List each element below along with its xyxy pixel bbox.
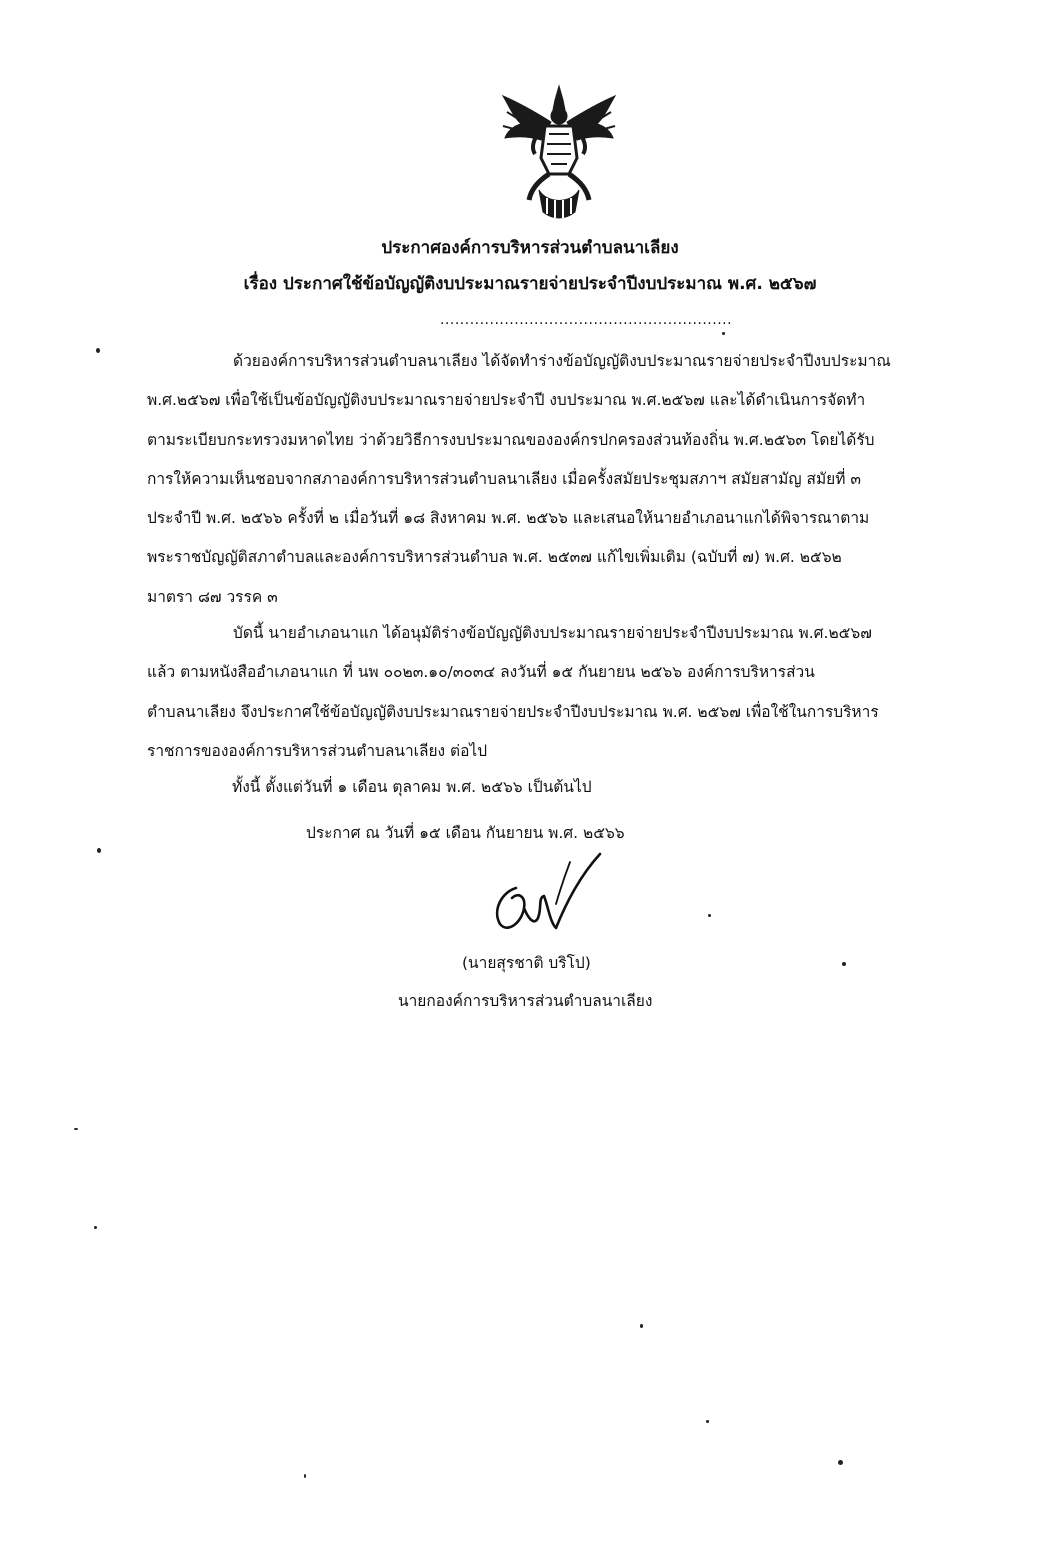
effective-date: ทั้งนี้ ตั้งแต่วันที่ ๑ เดือน ตุลาคม พ.ศ. ๒๕๖๖ เป็นต้นไป [232, 778, 592, 796]
paragraph-line: ตามระเบียบกระทรวงมหาดไทย ว่าด้วยวิธีการงบประมาณขององค์กรปกครองส่วนท้องถิ่น พ.ศ.๒๕๖๓ โดยได้รับ [147, 430, 875, 449]
announcement-title: ประกาศองค์การบริหารส่วนตำบลนาเลียง [381, 238, 679, 258]
paragraph-line: ด้วยองค์การบริหารส่วนตำบลนาเลียง ได้จัดทำร่างข้อบัญญัติงบประมาณรายจ่ายประจำปีงบประมาณ [233, 352, 891, 370]
paragraph-1 [147, 342, 965, 617]
handwritten-signature-icon [478, 848, 618, 938]
paragraph-line: การให้ความเห็นชอบจากสภาองค์การบริหารส่วนตำบลนาเลียง เมื่อครั้งสมัยประชุมสภาฯ สมัยสามัญ สมัยที่ ๓ [147, 469, 861, 488]
scan-speck [97, 848, 101, 853]
garuda-emblem-icon [495, 82, 623, 222]
announcement-subject: เรื่อง ประกาศใช้ข้อบัญญัติงบประมาณรายจ่ายประจำปีงบประมาณ พ.ศ. ๒๕๖๗ [243, 274, 817, 294]
scan-speck [842, 962, 846, 966]
paragraph-line: ประจำปี พ.ศ. ๒๕๖๖ ครั้งที่ ๒ เมื่อวันที่ ๑๘ สิงหาคม พ.ศ. ๒๕๖๖ และเสนอให้นายอำเภอนาแกได้พิจารณาตาม [147, 509, 870, 528]
scan-speck [96, 348, 100, 353]
paragraph-line: พ.ศ.๒๕๖๗ เพื่อใช้เป็นข้อบัญญัติงบประมาณรายจ่ายประจำปี งบประมาณ พ.ศ.๒๕๖๗ และได้ดำเนินการจัดทำ [147, 391, 866, 410]
scan-speck [94, 1226, 97, 1229]
paragraph-line: แล้ว ตามหนังสืออำเภอนาแก ที่ นพ ๐๐๒๓.๑๐/๓๐๓๔ ลงวันที่ ๑๕ กันยายน ๒๕๖๖ องค์การบริหารส่วน [147, 663, 815, 682]
paragraph-2 [147, 614, 965, 771]
paragraph-line: ตำบลนาเลียง จึงประกาศใช้ข้อบัญญัติงบประมาณรายจ่ายประจำปีงบประมาณ พ.ศ. ๒๕๖๗ เพื่อใช้ในการบริหาร [147, 702, 879, 721]
paragraph-line: บัดนี้ นายอำเภอนาแก ได้อนุมัติร่างข้อบัญญัติงบประมาณรายจ่ายประจำปีงบประมาณ พ.ศ.๒๕๖๗ [233, 624, 872, 642]
scan-speck [640, 1324, 643, 1328]
signer-position: นายกองค์การบริหารส่วนตำบลนาเลียง [398, 992, 653, 1010]
paragraph-line: ราชการขององค์การบริหารส่วนตำบลนาเลียง ต่อไป [147, 741, 488, 760]
paragraph-line: มาตรา ๘๗ วรรค ๓ [147, 587, 278, 606]
paragraph-line: พระราชบัญญัติสภาตำบลและองค์การบริหารส่วนตำบล พ.ศ. ๒๕๓๗ แก้ไขเพิ่มเติม (ฉบับที่ ๗) พ.ศ. ๒๕๖๒ [147, 548, 842, 567]
scan-speck [838, 1460, 843, 1465]
signer-name: (นายสุรชาติ บริโป) [462, 954, 591, 972]
scan-speck [74, 1128, 78, 1130]
scan-speck [304, 1474, 306, 1478]
scan-speck [706, 1420, 709, 1423]
scan-speck [722, 332, 725, 335]
scan-speck [708, 914, 711, 917]
dotted-divider: ........................................................... [440, 312, 733, 328]
announcement-date: ประกาศ ณ วันที่ ๑๕ เดือน กันยายน พ.ศ. ๒๕๖๖ [306, 824, 625, 842]
